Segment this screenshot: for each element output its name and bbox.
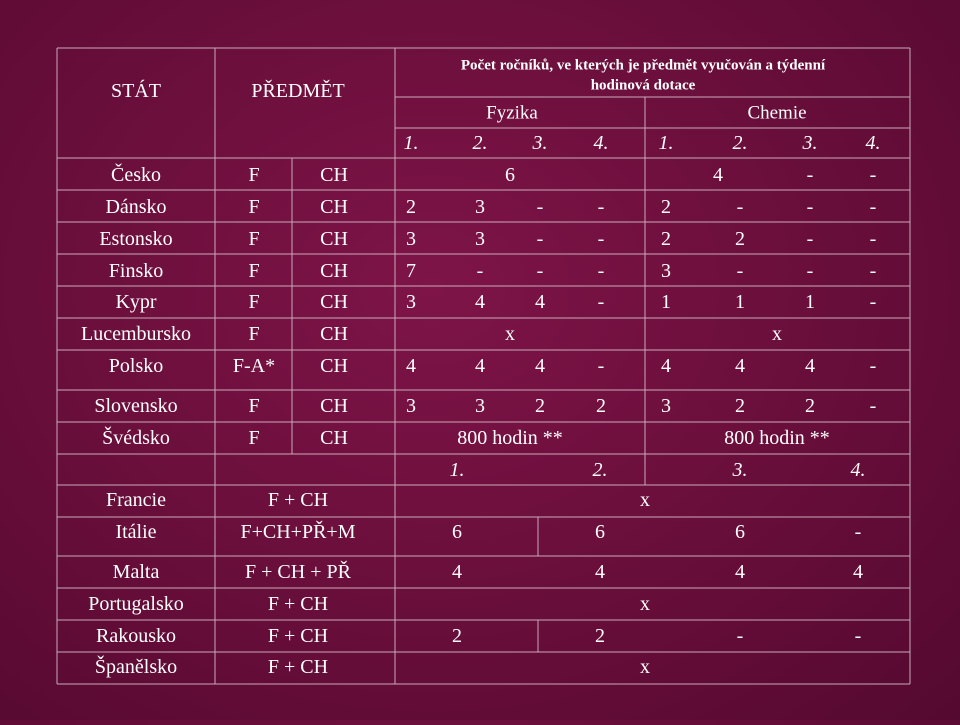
subject-combined: F + CH [267,489,329,511]
chemistry-value: 800 hodin ** [724,427,830,449]
chemistry-value: - [869,164,877,186]
grade-header: 1. [403,132,419,154]
state-name: Polsko [108,355,164,377]
chemistry-value: - [869,196,877,218]
header-chemie: Chemie [747,102,807,124]
physics-value: x [505,323,515,345]
state-name: Španělsko [94,656,178,678]
header-predmet: PŘEDMĚT [251,80,345,102]
state-name: Kypr [115,291,157,313]
physics-value: - [536,228,544,250]
combined-value: 6 [452,521,462,543]
state-name: Česko [111,164,161,186]
combined-value: 2 [452,625,462,647]
subject-chemistry: CH [320,196,348,218]
chemistry-value: - [806,260,814,282]
physics-value: - [476,260,484,282]
subject-chemistry: CH [320,164,348,186]
combined-value: 4 [853,561,863,583]
grade-header: 4. [865,132,881,154]
chemistry-value: 4 [661,355,671,377]
state-name: Dánsko [105,196,167,218]
chemistry-value: 1 [735,291,745,313]
subject-physics: F [248,427,260,449]
physics-value: 2 [596,395,606,417]
physics-value: 3 [406,228,416,250]
chemistry-value: - [869,355,877,377]
chemistry-value: - [806,196,814,218]
physics-value: 3 [475,228,485,250]
chemistry-value: 2 [735,228,745,250]
subject-combined: F + CH + PŘ [245,561,351,583]
subject-physics: F [248,395,260,417]
subject-chemistry: CH [320,291,348,313]
subject-combined: F + CH [267,656,329,678]
subject-combined: F+CH+PŘ+M [240,521,356,543]
physics-value: - [536,260,544,282]
subject-physics: F [248,323,260,345]
subject-physics: F-A* [232,355,276,377]
combined-value: 6 [735,521,745,543]
combined-value: x [640,489,650,511]
physics-value: 2 [406,196,416,218]
chemistry-value: - [736,260,744,282]
state-name: Rakousko [96,625,176,647]
state-name: Finsko [108,260,164,282]
physics-value: - [597,196,605,218]
subject-physics: F [248,196,260,218]
state-name: Švédsko [102,427,170,449]
chemistry-value: 3 [661,395,671,417]
physics-value: - [597,260,605,282]
subject-chemistry: CH [320,427,348,449]
physics-value: 4 [475,291,485,313]
state-name: Slovensko [94,395,178,417]
subject-chemistry: CH [320,355,348,377]
chemistry-value: x [772,323,782,345]
chemistry-value: 4 [735,355,745,377]
grade-header: 2. [592,459,608,481]
subject-physics: F [248,228,260,250]
chemistry-value: 1 [805,291,815,313]
chemistry-value: 3 [661,260,671,282]
chemistry-value: 4 [713,164,723,186]
combined-value: x [640,656,650,678]
combined-value: - [854,521,862,543]
chemistry-value: - [736,196,744,218]
physics-value: 4 [535,355,545,377]
state-name: Estonsko [99,228,173,250]
chemistry-value: 2 [661,196,671,218]
chemistry-value: 4 [805,355,815,377]
subject-chemistry: CH [320,260,348,282]
physics-value: 3 [406,395,416,417]
combined-value: 2 [595,625,605,647]
chemistry-value: 2 [735,395,745,417]
physics-value: 800 hodin ** [457,427,563,449]
subject-physics: F [248,291,260,313]
grade-header: 1. [449,459,465,481]
state-name: Francie [106,489,166,511]
grade-header: 3. [802,132,818,154]
combined-value: 4 [735,561,745,583]
subject-physics: F [248,260,260,282]
header-fyzika: Fyzika [486,102,538,124]
physics-value: 3 [475,196,485,218]
physics-value: - [536,196,544,218]
combined-value: x [640,593,650,615]
subject-chemistry: CH [320,395,348,417]
combined-value: 4 [452,561,462,583]
grade-header: 4. [593,132,609,154]
subject-chemistry: CH [320,228,348,250]
physics-value: 4 [475,355,485,377]
physics-value: 4 [535,291,545,313]
chemistry-value: - [869,291,877,313]
header-title-line2: hodinová dotace [590,77,696,94]
header-stat: STÁT [111,80,161,102]
physics-value: - [597,291,605,313]
state-name: Lucembursko [81,323,191,345]
physics-value: 2 [535,395,545,417]
header-title-line1: Počet ročníků, ve kterých je předmět vyučován a týdenní [460,57,826,74]
state-name: Portugalsko [88,593,184,615]
combined-value: - [854,625,862,647]
chemistry-value: 2 [805,395,815,417]
grade-header: 3. [532,132,548,154]
grade-header: 1. [658,132,674,154]
physics-value: - [597,355,605,377]
grade-header: 2. [472,132,488,154]
subject-physics: F [248,164,260,186]
physics-value: 3 [406,291,416,313]
chemistry-value: - [869,228,877,250]
chemistry-value: 1 [661,291,671,313]
chemistry-value: - [806,228,814,250]
chemistry-value: - [869,395,877,417]
physics-value: 7 [406,260,416,282]
chemistry-value: - [806,164,814,186]
physics-value: 6 [505,164,515,186]
combined-value: 4 [595,561,605,583]
subject-combined: F + CH [267,593,329,615]
grade-header: 2. [732,132,748,154]
subject-chemistry: CH [320,323,348,345]
subject-combined: F + CH [267,625,329,647]
grade-header: 4. [850,459,866,481]
physics-value: 3 [475,395,485,417]
physics-value: 4 [406,355,416,377]
state-name: Itálie [115,521,157,543]
chemistry-value: 2 [661,228,671,250]
chemistry-value: - [869,260,877,282]
physics-value: - [597,228,605,250]
combined-value: - [736,625,744,647]
state-name: Malta [112,561,160,583]
combined-value: 6 [595,521,605,543]
grade-header: 3. [732,459,748,481]
